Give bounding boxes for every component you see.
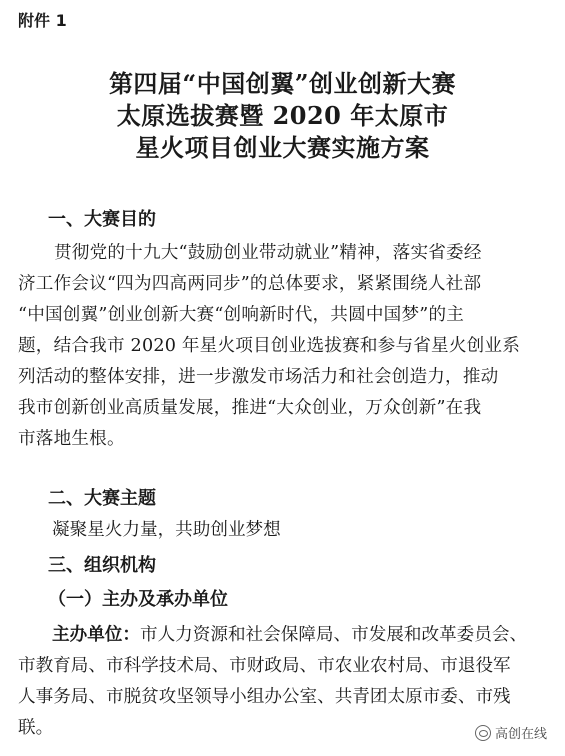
paragraph-line: 人事务局、市脱贫攻坚领导小组办公室、共青团太原市委、市残 (18, 687, 511, 707)
paragraph-line: “中国创翼”创业创新大赛“创响新时代，共圆中国梦”的主 (18, 305, 465, 325)
title-line-3: 星火项目创业大赛实施方案 (135, 133, 430, 162)
watermark (471, 721, 551, 744)
paragraph-line: 市落地生根。 (18, 429, 125, 449)
subsection-1-heading: （一）主办及承办单位 (48, 589, 228, 610)
section-3-heading: 三、组织机构 (48, 555, 156, 576)
document-title (0, 68, 565, 164)
paragraph-line: 我市创新创业高质量发展，推进“大众创业，万众创新”在我 (18, 398, 482, 418)
organizers-label: 主办单位： (52, 625, 140, 645)
paragraph-line: 济工作会议“四为四高两同步”的总体要求，紧紧围绕人社部 (18, 274, 482, 294)
organizers-text: 市人力资源和社会保障局、市发展和改革委员会、 (139, 625, 528, 645)
paragraph-line: 题，结合我市 2020 年星火项目创业选拔赛和参与省星火创业系 (18, 336, 521, 356)
section-2-heading: 二、大赛主题 (48, 488, 156, 509)
paragraph-line: 贯彻党的十九大“鼓励创业带动就业”精神，落实省委经 (54, 243, 482, 263)
attachment-label: 附件 1 (18, 11, 67, 30)
wechat-icon (475, 725, 491, 741)
paragraph-line: 联。 (18, 718, 54, 738)
title-line-2: 太原选拔赛暨 2020 年太原市 (116, 101, 449, 130)
section-1-heading: 一、大赛目的 (48, 209, 156, 230)
title-line-1: 第四届“中国创翼”创业创新大赛 (108, 69, 457, 98)
contest-theme: 凝聚星火力量，共助创业梦想 (52, 520, 281, 540)
organizers-paragraph (18, 620, 548, 744)
paragraph-line: 市教育局、市科学技术局、市财政局、市农业农村局、市退役军 (18, 656, 511, 676)
watermark-text: 高创在线 (494, 727, 547, 742)
paragraph-line (18, 620, 548, 651)
paragraph-line: 列活动的整体安排，进一步激发市场活力和社会创造力，推动 (18, 367, 499, 387)
section-1-paragraph (18, 238, 548, 455)
